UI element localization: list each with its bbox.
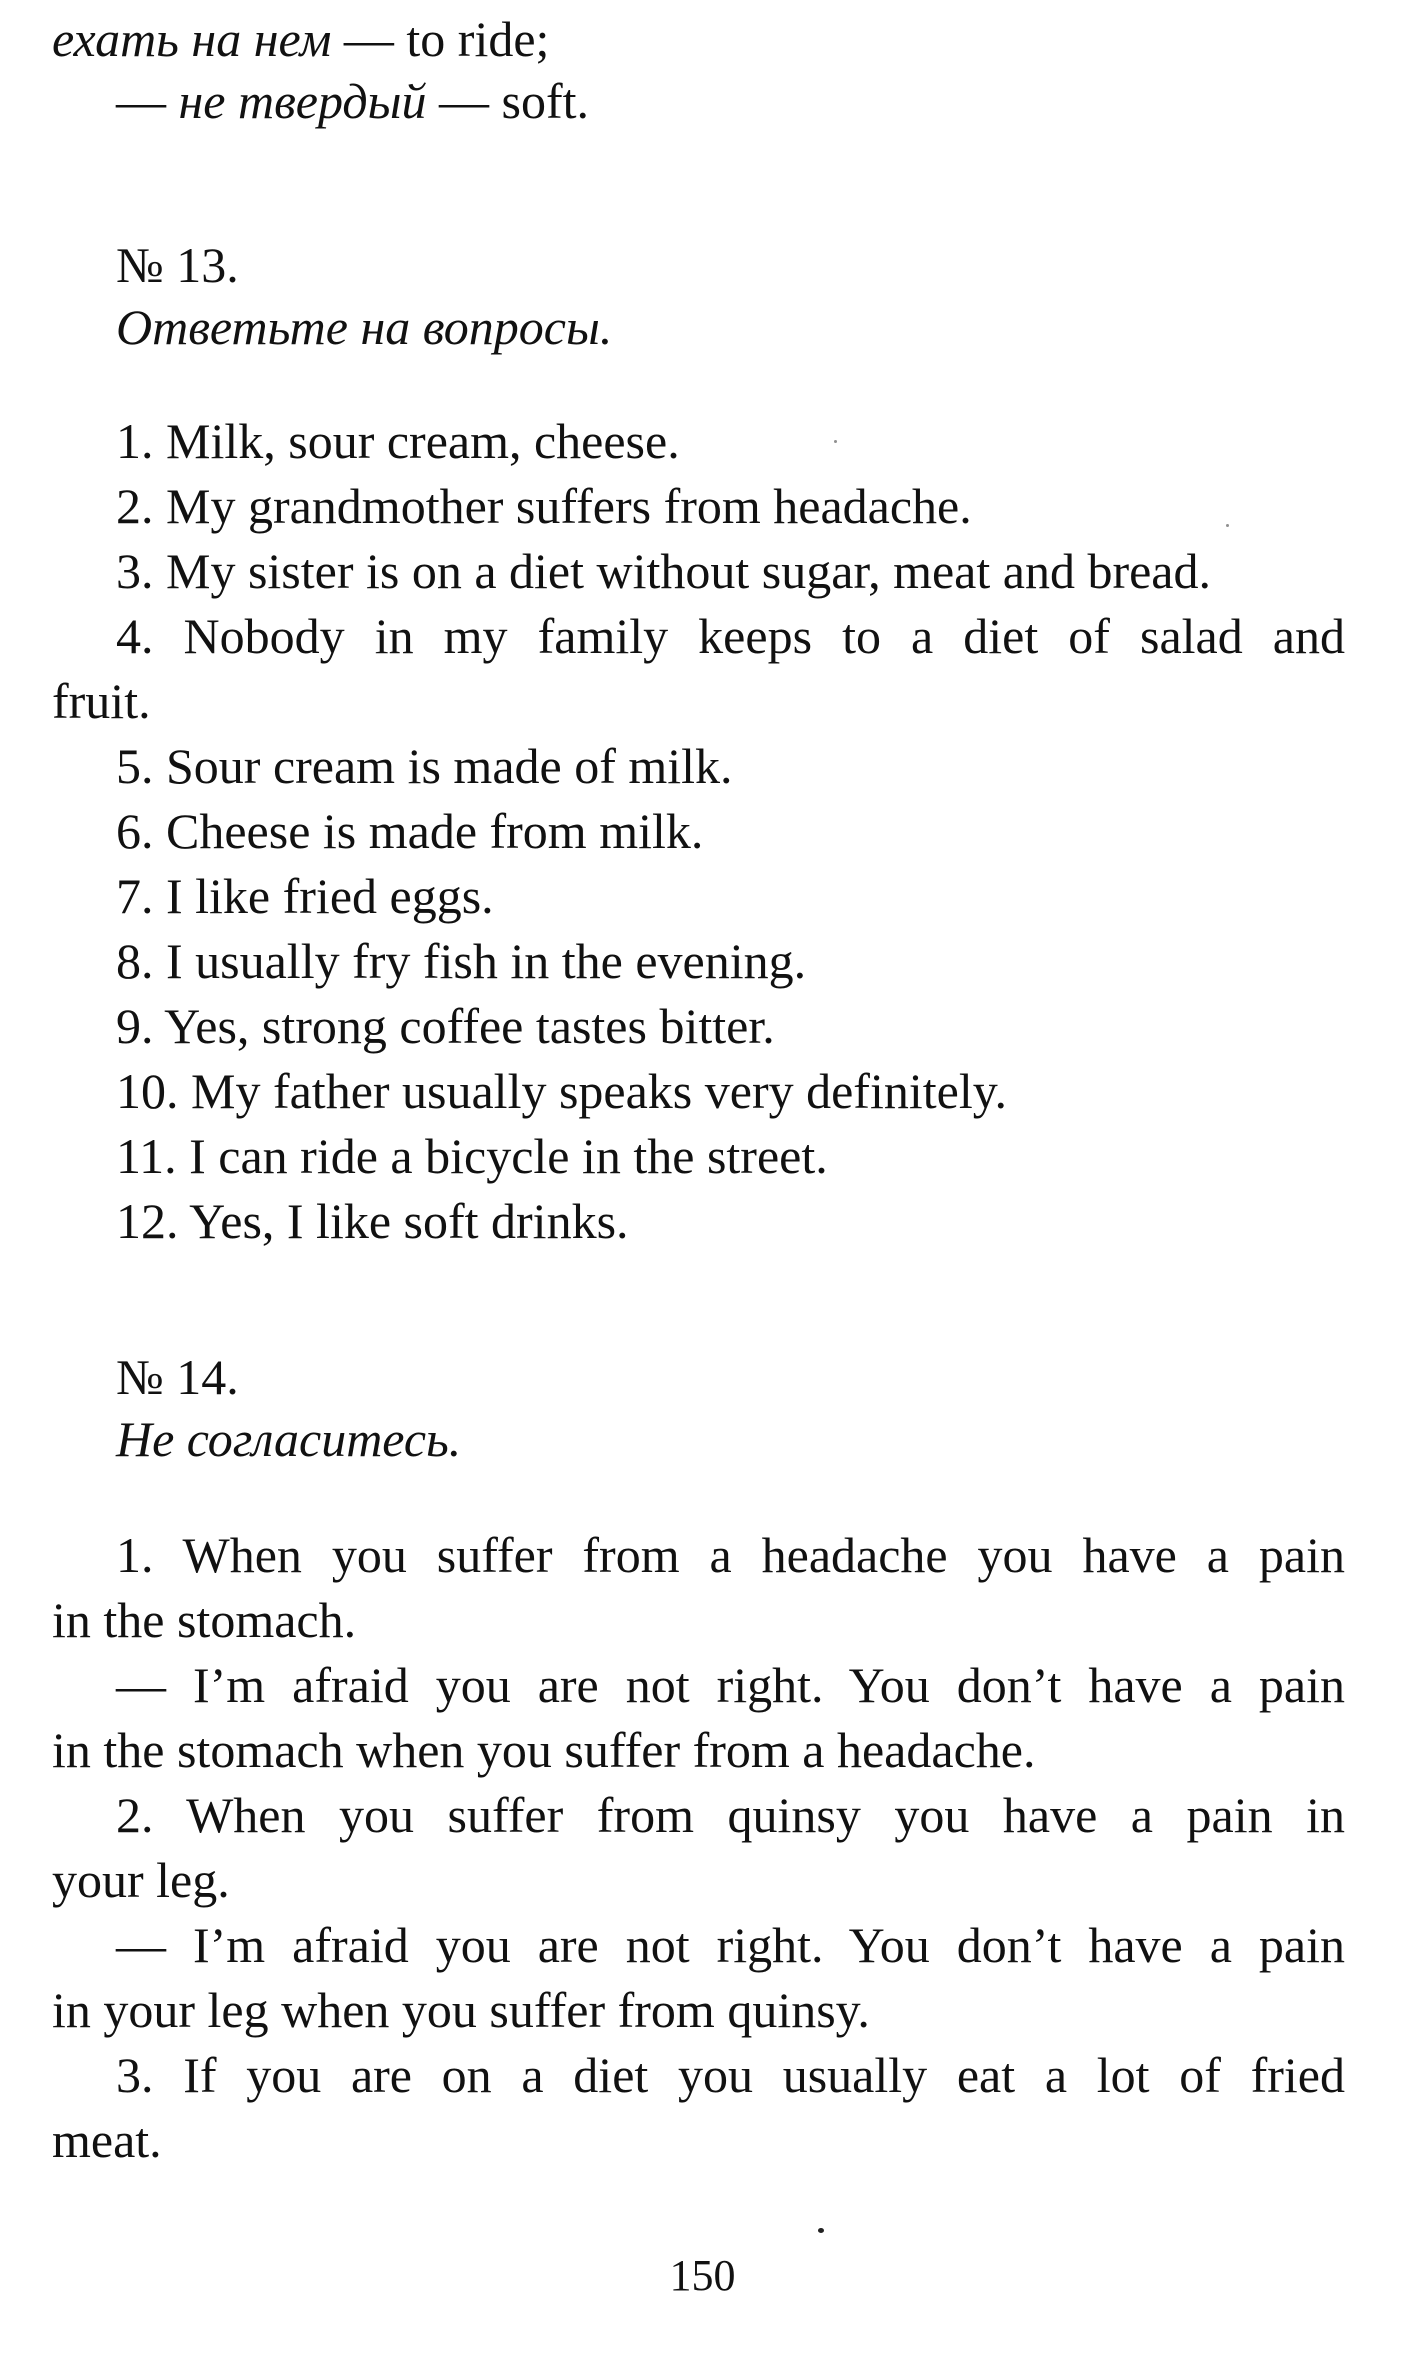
answer-line: 10. My father usually speaks very definitely.	[116, 1063, 1007, 1119]
answer-line: 4. Nobody in my family keeps to a diet of salad and	[116, 608, 1345, 664]
answer-line: fruit.	[52, 673, 151, 729]
vocab-en-ride: — to ride;	[331, 11, 550, 67]
vocab-ru-ride: ехать на нем	[52, 11, 332, 67]
dialogue-line: 3. If you are on a diet you usually eat a lot of fried	[116, 2047, 1345, 2103]
scan-speck	[818, 2228, 824, 2233]
answer-line: 11. I can ride a bicycle in the street.	[116, 1128, 828, 1184]
answer-line: 6. Cheese is made from milk.	[116, 803, 704, 859]
dialogue-line: 1. When you suffer from a headache you have a pain	[116, 1527, 1345, 1583]
dialogue-line: in the stomach when you suffer from a headache.	[52, 1722, 1036, 1778]
answer-line: 3. My sister is on a diet without sugar, meat and bread.	[116, 543, 1211, 599]
answer-line: 2. My grandmother suffers from headache.	[116, 478, 972, 534]
section-14-number: № 14.	[116, 1349, 239, 1405]
page-number: 150	[669, 2251, 736, 2300]
scan-speck	[834, 440, 837, 443]
vocab-ru-soft: не твердый	[178, 73, 427, 129]
dialogue-line: — I’m afraid you are not right. You don’t have a pain	[116, 1917, 1345, 1973]
dialogue-line: in your leg when you suffer from quinsy.	[52, 1982, 870, 2038]
answer-line: 7. I like fried eggs.	[116, 868, 494, 924]
answer-line: 9. Yes, strong coffee tastes bitter.	[116, 998, 775, 1054]
dialogue-line: in the stomach.	[52, 1592, 357, 1648]
dialogue-line: — I’m afraid you are not right. You don’t have a pain	[116, 1657, 1345, 1713]
section-14-instruction: Не согласитесь.	[116, 1411, 462, 1467]
dialogue-line: 2. When you suffer from quinsy you have a pain in	[116, 1787, 1345, 1843]
vocab-dash: —	[116, 73, 179, 129]
dialogue-line: your leg.	[52, 1852, 230, 1908]
answer-line: 12. Yes, I like soft drinks.	[116, 1193, 629, 1249]
vocab-line-soft	[0, 68, 1405, 134]
section-13-number: № 13.	[116, 237, 239, 293]
vocab-line-ride	[0, 6, 1405, 72]
scan-speck	[1226, 524, 1229, 527]
dialogue-line: meat.	[52, 2112, 162, 2168]
section-13-instruction: Ответьте на вопросы.	[116, 299, 613, 355]
answer-line: 1. Milk, sour cream, cheese.	[116, 413, 680, 469]
vocab-en-soft: — soft.	[426, 73, 589, 129]
answer-line: 5. Sour cream is made of milk.	[116, 738, 733, 794]
answer-line: 8. I usually fry fish in the evening.	[116, 933, 807, 989]
